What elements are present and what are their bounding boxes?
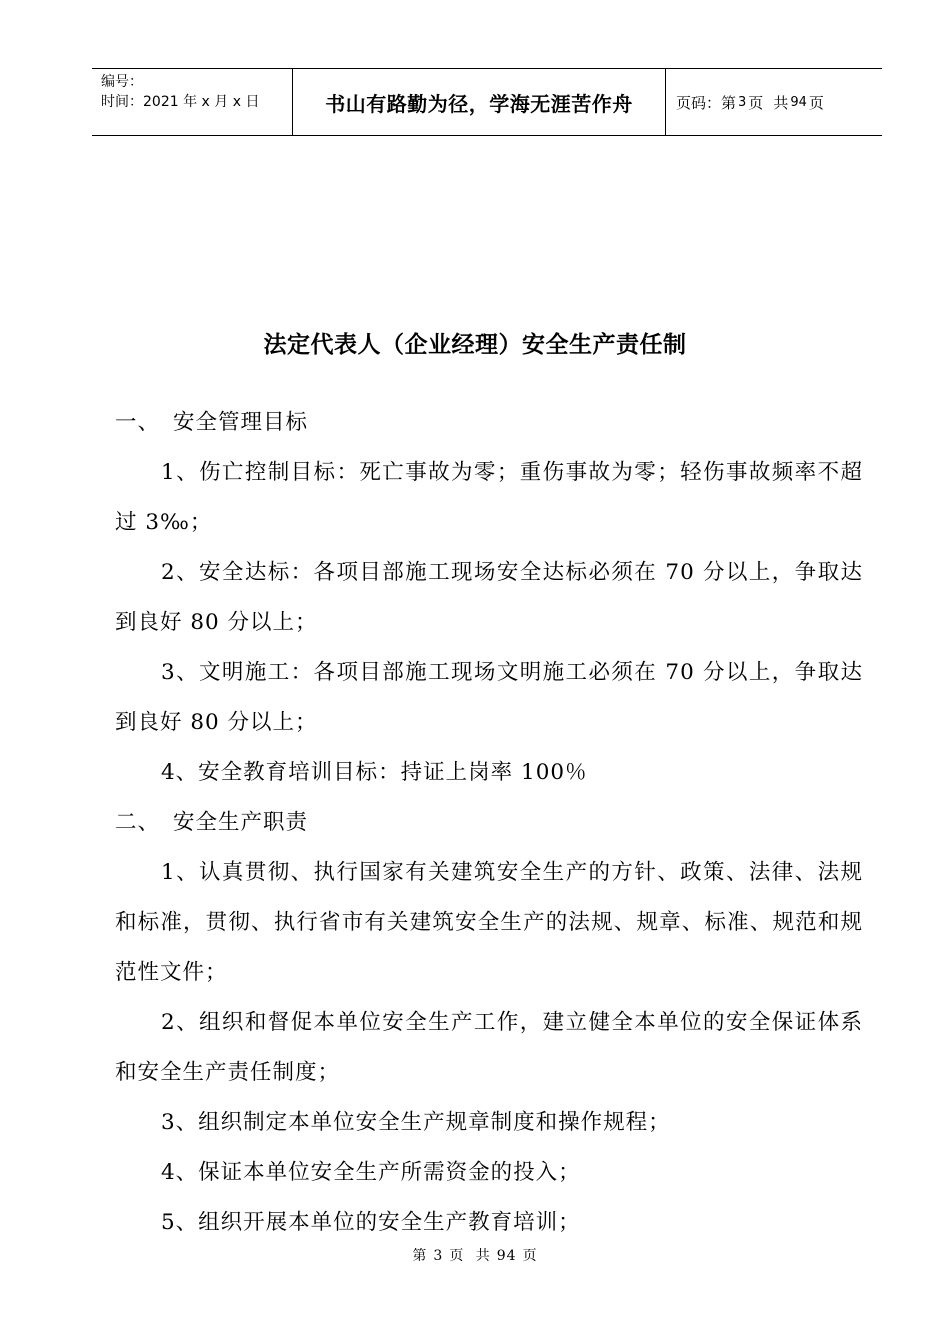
- header-page-total: 94: [790, 94, 807, 110]
- header-page-prefix: 页码：第: [676, 93, 737, 112]
- paragraph: 4、安全教育培训目标：持证上岗率 100％: [161, 760, 588, 785]
- section-title: 安全生产职责: [173, 810, 309, 835]
- footer-total-unit: 页: [522, 1248, 538, 1264]
- section-number: 一、: [115, 410, 161, 435]
- header-total-prefix: 共: [773, 93, 789, 112]
- paragraph: 1、伤亡控制目标：死亡事故为零；重伤事故为零；轻伤事故频率不超过 3‰；: [115, 460, 863, 535]
- section-heading: [115, 398, 863, 448]
- paragraph: 1、认真贯彻、执行国家有关建筑安全生产的方针、政策、法律、法规和标准，贯彻、执行省市有关建筑安全生产的法规、规章、标准、规范和规范性文件；: [115, 860, 863, 985]
- header-motto-cell: [293, 69, 666, 135]
- footer-page-total: 94: [496, 1248, 517, 1264]
- section-heading: [115, 798, 863, 848]
- footer-page-current: 3: [433, 1248, 444, 1264]
- section-number: 二、: [115, 810, 161, 835]
- paragraph: 3、组织制定本单位安全生产规章制度和操作规程；: [161, 1110, 671, 1135]
- document-title: 法定代表人（企业经理）安全生产责任制: [263, 332, 687, 358]
- header-total-unit: 页: [808, 93, 824, 112]
- paragraph: 3、文明施工：各项目部施工现场文明施工必须在 70 分以上，争取达到良好 80 分以上；: [115, 660, 863, 735]
- document-body: [115, 398, 863, 1248]
- header-page-current: 3: [738, 94, 747, 110]
- paragraph: 5、组织开展本单位的安全生产教育培训；: [161, 1210, 581, 1235]
- header-page-cell: [666, 69, 882, 135]
- paragraph: 2、组织和督促本单位安全生产工作，建立健全本单位的安全保证体系和安全生产责任制度；: [115, 1010, 863, 1085]
- footer-page-unit: 页: [449, 1248, 465, 1264]
- header-page-unit: 页: [748, 93, 764, 112]
- section-title: 安全管理目标: [173, 410, 309, 435]
- header-meta-cell: [92, 69, 293, 135]
- paragraph: 4、保证本单位安全生产所需资金的投入；: [161, 1160, 581, 1185]
- motto-text: 书山有路勤为径，学海无涯苦作舟: [325, 91, 633, 116]
- date-line: 时间：2021 年 x 月 x 日: [101, 94, 260, 110]
- footer-page-prefix: 第: [412, 1248, 428, 1264]
- serial-number-label: 编号：: [101, 74, 143, 90]
- page-footer: [0, 1245, 950, 1265]
- footer-total-prefix: 共: [475, 1248, 491, 1264]
- document-header: [92, 68, 882, 136]
- paragraph: 2、安全达标：各项目部施工现场安全达标必须在 70 分以上，争取达到良好 80 分以上；: [115, 560, 863, 635]
